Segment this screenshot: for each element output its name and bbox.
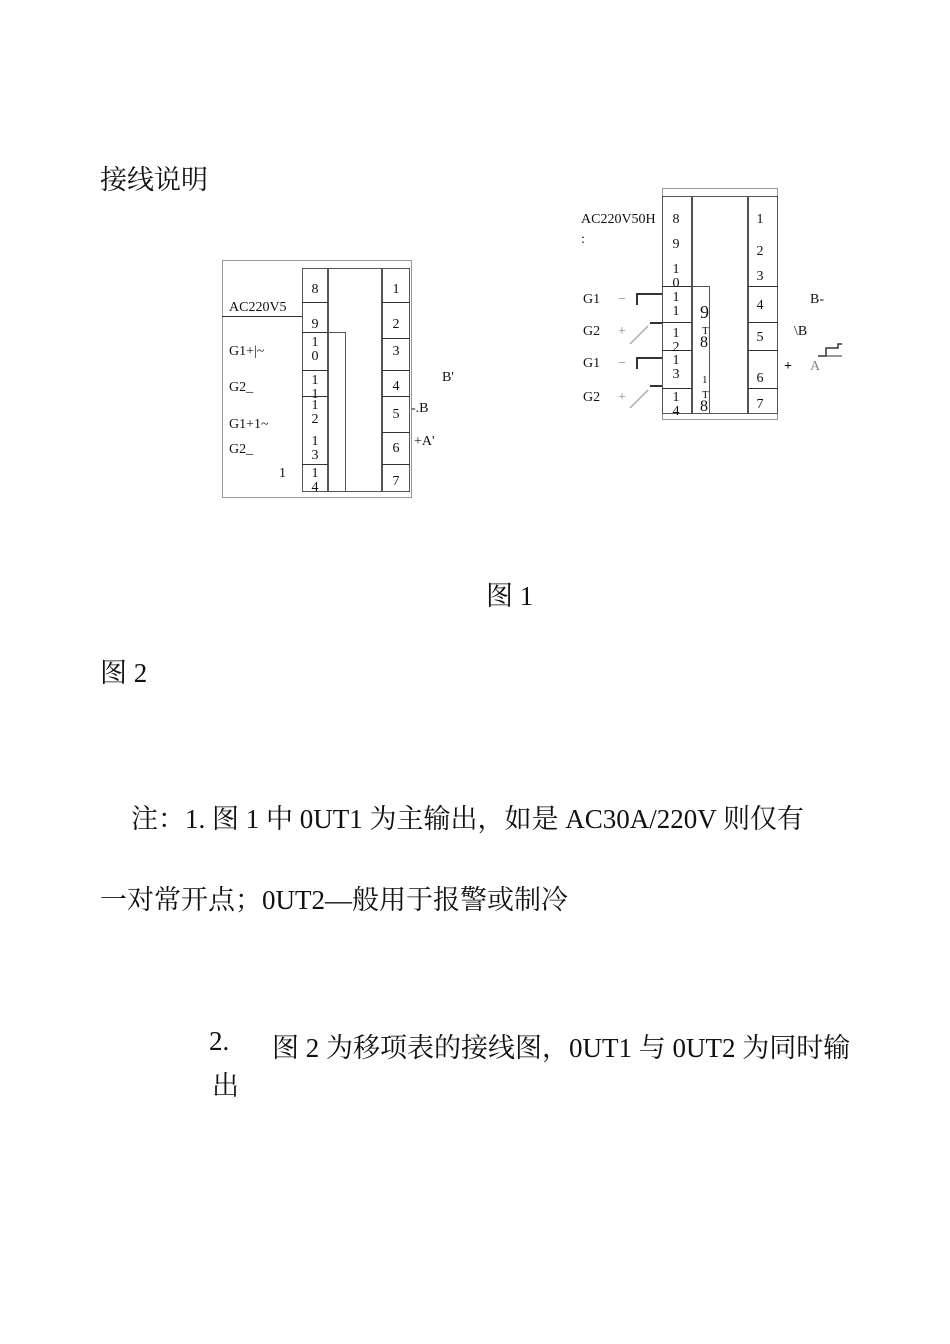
note-item2-text: 图 2 为移项表的接线图，0UT1 与 0UT2 为同时输 bbox=[272, 1033, 851, 1063]
diagram1-pin-10: 10 bbox=[311, 335, 319, 364]
diagram2-pin-9: 9 bbox=[672, 237, 680, 252]
diagram1-power-label: AC220V5 bbox=[229, 300, 287, 315]
diagram1-pin-8: 8 bbox=[311, 282, 319, 297]
diagram2-pin-6: 6 bbox=[756, 371, 764, 386]
diagram2-pin-2: 2 bbox=[756, 244, 764, 259]
diagram1-pin-11: 11 bbox=[311, 373, 319, 402]
diagram1-pin-12: 12 bbox=[311, 398, 319, 427]
diagram2-power-label: AC220V50H bbox=[581, 212, 656, 227]
diagram2-label-g2b: G2 bbox=[583, 390, 601, 405]
diagram2-pin-13: 13 bbox=[672, 353, 680, 382]
diagram1-label-g2a: G2_ bbox=[229, 380, 254, 395]
diagram1-pin-5: 5 bbox=[392, 407, 400, 422]
diagram2-pin-12: 12 bbox=[672, 326, 680, 355]
diagram1-pin-3: 3 bbox=[392, 344, 400, 359]
diagram2-label-g1b: G1 bbox=[583, 356, 601, 371]
diagram2-sign-1: − bbox=[618, 292, 626, 307]
diagram1-pin-14: 14 bbox=[311, 466, 319, 495]
diagram2-pin-5: 5 bbox=[756, 330, 764, 345]
diagram2-pin-4: 4 bbox=[756, 298, 764, 313]
diagram2-mark-9: 9 bbox=[700, 302, 709, 322]
diagram2-label-b-minus: B- bbox=[810, 292, 824, 307]
diagram2-pin-3: 3 bbox=[756, 269, 764, 284]
diagram2-sign-2: + bbox=[618, 324, 626, 339]
diagram2-pin-14: 14 bbox=[672, 390, 680, 419]
diagram1-pin-6: 6 bbox=[392, 441, 400, 456]
note-item2-number: 2. bbox=[209, 1026, 230, 1056]
diagram1-label-g2b: G2_ bbox=[229, 442, 254, 457]
diagram1-inner-block bbox=[328, 332, 346, 492]
note-line-1: 注：1. 图 1 中 0UT1 为主输出，如是 AC30A/220V 则仅有 bbox=[131, 804, 805, 834]
diagram2-label-g1a: G1 bbox=[583, 292, 601, 307]
diagram1-label-g1a: G1+|~ bbox=[229, 344, 265, 359]
figure2-caption: 图 2 bbox=[100, 658, 148, 688]
figure1-caption: 图 1 bbox=[486, 581, 534, 611]
diagram2-label-g2a: G2 bbox=[583, 324, 601, 339]
diagram1-pin-9: 9 bbox=[311, 317, 319, 332]
diagram2-mark-1: 1 bbox=[702, 374, 708, 386]
diagram2-sign-4: + bbox=[618, 390, 626, 405]
diagram2-label-b: \B bbox=[794, 324, 808, 339]
diagram1-label-minus-b: -.B bbox=[411, 401, 429, 416]
diagram2-mark-8b: 8 bbox=[700, 398, 708, 415]
diagram1-bottom-number: 1 bbox=[279, 466, 286, 481]
diagram2-mark-8a: 8 bbox=[700, 334, 708, 351]
diagram1-label-b-prime: B' bbox=[442, 370, 454, 385]
diagram2-pin-7: 7 bbox=[756, 397, 764, 412]
diagram2-pin-11: 11 bbox=[672, 290, 680, 319]
page-heading: 接线说明 bbox=[100, 165, 208, 195]
diagram1-pin-1: 1 bbox=[392, 282, 400, 297]
diagram2-output-symbol bbox=[818, 342, 848, 368]
diagram2-pin-1: 1 bbox=[756, 212, 764, 227]
diagram2-power-colon: : bbox=[581, 232, 585, 247]
diagram2-mark-t1: T bbox=[702, 325, 709, 337]
diagram1-pin-13: 13 bbox=[311, 434, 319, 463]
diagram2-mark-t2: T bbox=[702, 389, 709, 401]
diagram2-sign-3: − bbox=[618, 356, 626, 371]
diagram2-switch-strokes bbox=[626, 318, 666, 418]
diagram1-label-g1b: G1+1~ bbox=[229, 417, 269, 432]
note-line-2: 一对常开点；0UT2—般用于报警或制冷 bbox=[100, 885, 568, 915]
diagram2-label-plus: + bbox=[784, 359, 792, 374]
diagram2-pin-8: 8 bbox=[672, 212, 680, 227]
diagram2-label-a: A bbox=[810, 359, 821, 374]
diagram1-label-plus-a: +A' bbox=[414, 434, 435, 449]
diagram2-pin-10: 10 bbox=[672, 262, 680, 291]
diagram1-pin-2: 2 bbox=[392, 317, 400, 332]
note-item2-continuation: 出 bbox=[212, 1071, 239, 1101]
diagram1-pin-4: 4 bbox=[392, 379, 400, 394]
diagram1-pin-7: 7 bbox=[392, 474, 400, 489]
